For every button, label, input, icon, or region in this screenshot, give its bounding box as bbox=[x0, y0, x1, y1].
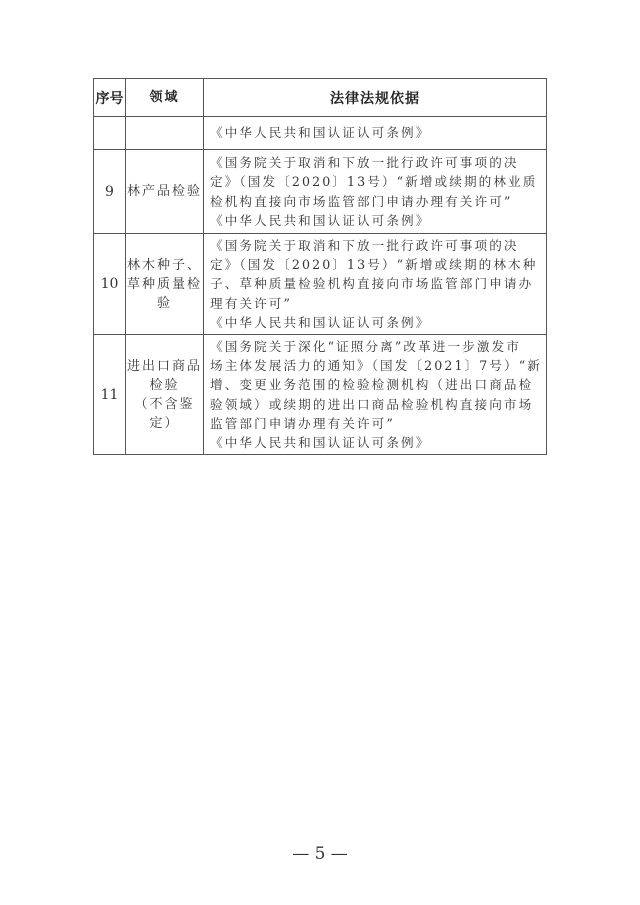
basis-line: 《国务院关于深化“证照分离”改革进一步激发市 bbox=[210, 339, 521, 355]
basis-line: 《中华人民共和国认证认可条例》 bbox=[210, 212, 431, 228]
header-basis: 法律法规依据 bbox=[204, 79, 547, 117]
row-number bbox=[94, 117, 126, 150]
field-line: 草种质量检验 bbox=[127, 276, 203, 311]
table-header-row bbox=[94, 79, 547, 117]
basis-line: 《国务院关于取消和下放一批行政许可事项的决 bbox=[210, 155, 519, 171]
row-field bbox=[126, 117, 204, 150]
table-row bbox=[94, 150, 547, 234]
row-field bbox=[126, 234, 204, 335]
row-field bbox=[126, 335, 204, 455]
row-number: 11 bbox=[94, 335, 126, 455]
basis-line: 验领域）或续期的进出口商品检验机构直接向市场 bbox=[210, 396, 534, 412]
row-legal-basis bbox=[204, 117, 547, 150]
row-number: 9 bbox=[94, 150, 126, 234]
regulation-table bbox=[93, 78, 547, 455]
basis-line: 《中华人民共和国认证认可条例》 bbox=[210, 125, 431, 141]
basis-line: 场主体发展活力的通知》（国发〔2021〕7号）“新 bbox=[210, 358, 542, 374]
basis-line: 子、草种质量检验机构直接向市场监管部门申请办 bbox=[210, 276, 534, 292]
row-field bbox=[126, 150, 204, 234]
header-no: 序号 bbox=[94, 79, 126, 117]
row-legal-basis bbox=[204, 335, 547, 455]
basis-line: 增、变更业务范围的检验检测机构（进出口商品检 bbox=[210, 377, 534, 393]
basis-line: 《中华人民共和国认证认可条例》 bbox=[210, 314, 431, 330]
field-line: 林木种子、 bbox=[127, 257, 203, 273]
table-row bbox=[94, 335, 547, 455]
basis-line: 监管部门申请办理有关许可” bbox=[210, 415, 395, 431]
row-legal-basis bbox=[204, 150, 547, 234]
basis-line: 检机构直接向市场监管部门申请办理有关许可” bbox=[210, 193, 513, 209]
basis-line: 《中华人民共和国认证认可条例》 bbox=[210, 435, 431, 451]
row-number: 10 bbox=[94, 234, 126, 335]
field-line: （不含鉴定） bbox=[134, 396, 195, 431]
field-line: 进出口商品检验 bbox=[127, 358, 203, 393]
row-legal-basis bbox=[204, 234, 547, 335]
header-field: 领域 bbox=[126, 79, 204, 117]
basis-line: 定》（国发〔2020〕13号）“新增或续期的林木种 bbox=[210, 257, 538, 273]
page-number: — 5 — bbox=[292, 844, 348, 864]
field-line: 林产品检验 bbox=[127, 184, 203, 199]
table-row bbox=[94, 234, 547, 335]
basis-line: 定》（国发〔2020〕13号）“新增或续期的林业质 bbox=[210, 174, 538, 190]
basis-line: 理有关许可” bbox=[210, 295, 293, 311]
basis-line: 《国务院关于取消和下放一批行政许可事项的决 bbox=[210, 238, 519, 253]
table-row bbox=[94, 117, 547, 150]
